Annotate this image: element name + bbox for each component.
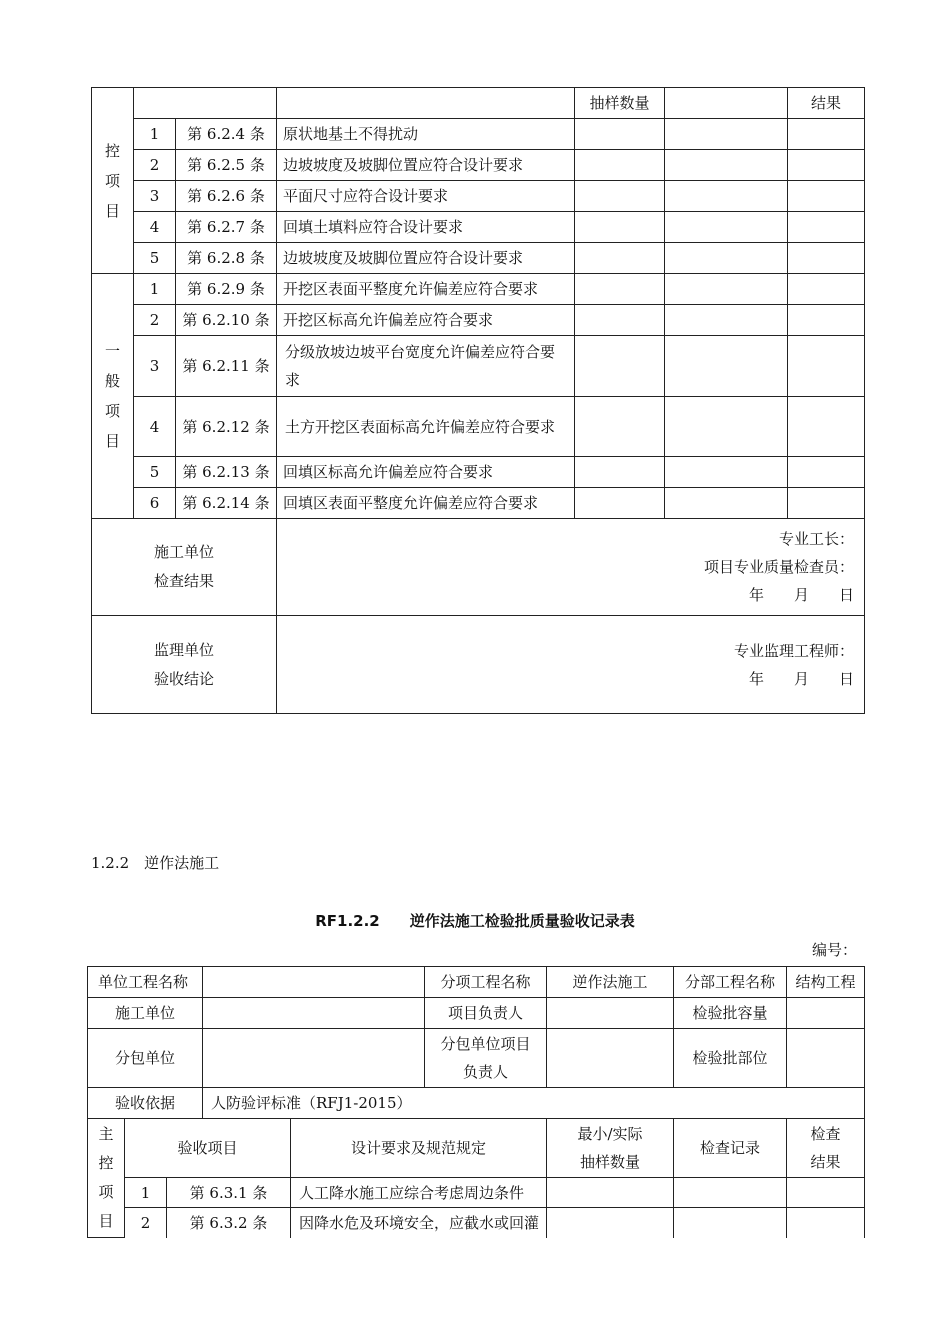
table-row — [92, 336, 865, 397]
item-no: 3 — [134, 336, 176, 397]
sample-cell[interactable] — [547, 1208, 674, 1238]
result-cell[interactable] — [788, 457, 865, 488]
construction-check-label — [92, 519, 277, 616]
sample-cell[interactable] — [575, 150, 665, 181]
division-value: 结构工程 — [787, 967, 865, 998]
section-heading: 1.2.2 逆作法施工 — [91, 854, 220, 872]
item-clause: 第 6.2.5 条 — [176, 150, 277, 181]
col-sample-line1: 最小/实际 — [577, 1125, 643, 1143]
supervision-label-line2: 验收结论 — [153, 669, 214, 688]
subcontractor-value[interactable] — [203, 1029, 425, 1088]
item-clause: 第 6.2.10 条 — [176, 305, 277, 336]
item-requirement: 土方开挖区表面标高允许偏差应符合要求 — [277, 397, 575, 457]
result-cell[interactable] — [787, 1208, 865, 1238]
item-clause: 第 6.2.13 条 — [176, 457, 277, 488]
item-no: 4 — [134, 212, 176, 243]
sample-cell[interactable] — [575, 181, 665, 212]
table-row — [92, 119, 865, 150]
record-cell[interactable] — [674, 1178, 787, 1208]
foreman-label: 专业工长： — [778, 530, 854, 548]
construction-date: 年 月 日 — [748, 586, 854, 604]
item-requirement: 边坡坡度及坡脚位置应符合设计要求 — [277, 243, 575, 274]
item-requirement: 原状地基土不得扰动 — [277, 119, 575, 150]
form-title: RF1.2.2 逆作法施工检验批质量验收记录表 — [315, 912, 635, 930]
batch-capacity-label: 检验批容量 — [674, 998, 787, 1029]
batch-location-value[interactable] — [787, 1029, 865, 1088]
table-row — [92, 274, 865, 305]
sample-cell[interactable] — [547, 1178, 674, 1208]
header-sample-count: 抽样数量 — [575, 88, 665, 119]
item-requirement: 分级放坡边坡平台宽度允许偏差应符合要求 — [277, 336, 575, 397]
table-row — [92, 305, 865, 336]
construction-label-line1: 施工单位 — [153, 543, 214, 561]
item-requirement: 人工降水施工应综合考虑周边条件 — [291, 1178, 547, 1208]
sample-cell[interactable] — [575, 274, 665, 305]
supervision-conclusion-label — [92, 616, 277, 714]
record-cell[interactable] — [665, 274, 788, 305]
item-no: 6 — [134, 488, 176, 519]
sub-item-value: 逆作法施工 — [547, 967, 674, 998]
header-blank-req — [277, 88, 575, 119]
sample-cell[interactable] — [575, 488, 665, 519]
table-row — [92, 457, 865, 488]
item-requirement: 回填区标高允许偏差应符合要求 — [277, 457, 575, 488]
serial-number-label: 编号： — [811, 941, 857, 959]
sub-item-label: 分项工程名称 — [425, 967, 547, 998]
reverse-construction-form — [87, 966, 865, 1238]
subcontractor-label: 分包单位 — [88, 1029, 203, 1088]
item-clause: 第 6.3.2 条 — [167, 1208, 291, 1238]
col-design: 设计要求及规范规定 — [291, 1119, 547, 1178]
record-cell[interactable] — [665, 212, 788, 243]
supervision-date: 年 月 日 — [748, 669, 854, 688]
sample-cell[interactable] — [575, 243, 665, 274]
item-clause: 第 6.3.1 条 — [167, 1178, 291, 1208]
main-control-label — [92, 88, 134, 274]
record-cell[interactable] — [665, 397, 788, 457]
col-result-line1: 检查 — [810, 1125, 841, 1143]
sample-cell[interactable] — [575, 212, 665, 243]
basis-label: 验收依据 — [88, 1088, 203, 1119]
inspector-label: 项目专业质量检查员： — [703, 558, 854, 576]
manager-label: 项目负责人 — [425, 998, 547, 1029]
header-record-blank — [665, 88, 788, 119]
item-requirement: 开挖区标高允许偏差应符合要求 — [277, 305, 575, 336]
table-row — [88, 1208, 865, 1238]
item-requirement: 平面尺寸应符合设计要求 — [277, 181, 575, 212]
result-cell[interactable] — [788, 181, 865, 212]
record-cell[interactable] — [665, 150, 788, 181]
sub-manager-label — [425, 1029, 547, 1088]
item-clause: 第 6.2.7 条 — [176, 212, 277, 243]
item-clause: 第 6.2.11 条 — [176, 336, 277, 397]
item-clause: 第 6.2.4 条 — [176, 119, 277, 150]
result-cell[interactable] — [788, 119, 865, 150]
item-no: 1 — [125, 1178, 167, 1208]
col-sample — [547, 1119, 674, 1178]
table-row — [92, 397, 865, 457]
record-cell[interactable] — [665, 243, 788, 274]
record-cell[interactable] — [665, 305, 788, 336]
item-clause: 第 6.2.12 条 — [176, 397, 277, 457]
col-items: 验收项目 — [125, 1119, 291, 1178]
sample-cell[interactable] — [575, 119, 665, 150]
sub-manager-label-line1: 分包单位项目 — [440, 1035, 531, 1053]
record-cell[interactable] — [665, 119, 788, 150]
result-cell[interactable] — [788, 274, 865, 305]
item-requirement: 因降水危及环境安全，应截水或回灌 — [291, 1208, 547, 1238]
sample-cell[interactable] — [575, 457, 665, 488]
sample-cell[interactable] — [575, 336, 665, 397]
item-clause: 第 6.2.8 条 — [176, 243, 277, 274]
batch-location-label: 检验批部位 — [674, 1029, 787, 1088]
item-requirement: 回填区表面平整度允许偏差应符合要求 — [277, 488, 575, 519]
table-row — [92, 150, 865, 181]
item-requirement: 开挖区表面平整度允许偏差应符合要求 — [277, 274, 575, 305]
col-result-line2: 结果 — [810, 1153, 841, 1171]
construction-signature-area[interactable] — [277, 519, 865, 616]
record-cell[interactable] — [665, 488, 788, 519]
main-control-label — [88, 1119, 125, 1238]
item-no: 1 — [134, 119, 176, 150]
result-cell[interactable] — [788, 212, 865, 243]
col-sample-line2: 抽样数量 — [579, 1153, 640, 1171]
item-clause: 第 6.2.9 条 — [176, 274, 277, 305]
record-cell[interactable] — [665, 457, 788, 488]
result-cell[interactable] — [788, 150, 865, 181]
result-cell[interactable] — [788, 488, 865, 519]
item-no: 5 — [134, 243, 176, 274]
sample-cell[interactable] — [575, 305, 665, 336]
item-no: 2 — [134, 150, 176, 181]
main-control-text: 主控项目 — [98, 1125, 114, 1230]
main-control-text: 控项目 — [104, 141, 120, 220]
inspection-table-continued — [91, 87, 865, 714]
general-items-text: 一般项目 — [104, 342, 120, 450]
record-cell[interactable] — [674, 1208, 787, 1238]
result-cell[interactable] — [788, 305, 865, 336]
table-row — [92, 243, 865, 274]
general-items-label — [92, 274, 134, 519]
unit-project-label: 单位工程名称 — [88, 967, 203, 998]
item-requirement: 回填土填料应符合设计要求 — [277, 212, 575, 243]
sub-manager-value[interactable] — [547, 1029, 674, 1088]
col-record: 检查记录 — [674, 1119, 787, 1178]
header-blank — [134, 88, 277, 119]
sub-manager-label-line2: 负责人 — [462, 1063, 508, 1081]
supervision-signature-area[interactable] — [277, 616, 865, 714]
item-clause: 第 6.2.14 条 — [176, 488, 277, 519]
item-no: 3 — [134, 181, 176, 212]
item-clause: 第 6.2.6 条 — [176, 181, 277, 212]
table-row — [92, 488, 865, 519]
result-cell[interactable] — [788, 243, 865, 274]
construction-label-line2: 检查结果 — [153, 572, 214, 590]
table-row — [88, 1178, 865, 1208]
batch-capacity-value[interactable] — [787, 998, 865, 1029]
supervision-label-line1: 监理单位 — [153, 640, 214, 659]
item-requirement: 边坡坡度及坡脚位置应符合设计要求 — [277, 150, 575, 181]
item-no: 2 — [134, 305, 176, 336]
col-result — [787, 1119, 865, 1178]
record-cell[interactable] — [665, 181, 788, 212]
sample-cell[interactable] — [575, 397, 665, 457]
engineer-label: 专业监理工程师： — [733, 641, 854, 660]
item-no: 1 — [134, 274, 176, 305]
result-cell[interactable] — [788, 397, 865, 457]
basis-value: 人防验评标准（RFJ1-2015） — [203, 1088, 865, 1119]
item-no: 4 — [134, 397, 176, 457]
unit-project-value[interactable] — [203, 967, 425, 998]
header-result: 结果 — [788, 88, 865, 119]
division-label: 分部工程名称 — [674, 967, 787, 998]
manager-value[interactable] — [547, 998, 674, 1029]
table-row — [92, 181, 865, 212]
item-no: 2 — [125, 1208, 167, 1238]
contractor-value[interactable] — [203, 998, 425, 1029]
result-cell[interactable] — [788, 336, 865, 397]
record-cell[interactable] — [665, 336, 788, 397]
result-cell[interactable] — [787, 1178, 865, 1208]
contractor-label: 施工单位 — [88, 998, 203, 1029]
item-no: 5 — [134, 457, 176, 488]
table-row — [92, 212, 865, 243]
